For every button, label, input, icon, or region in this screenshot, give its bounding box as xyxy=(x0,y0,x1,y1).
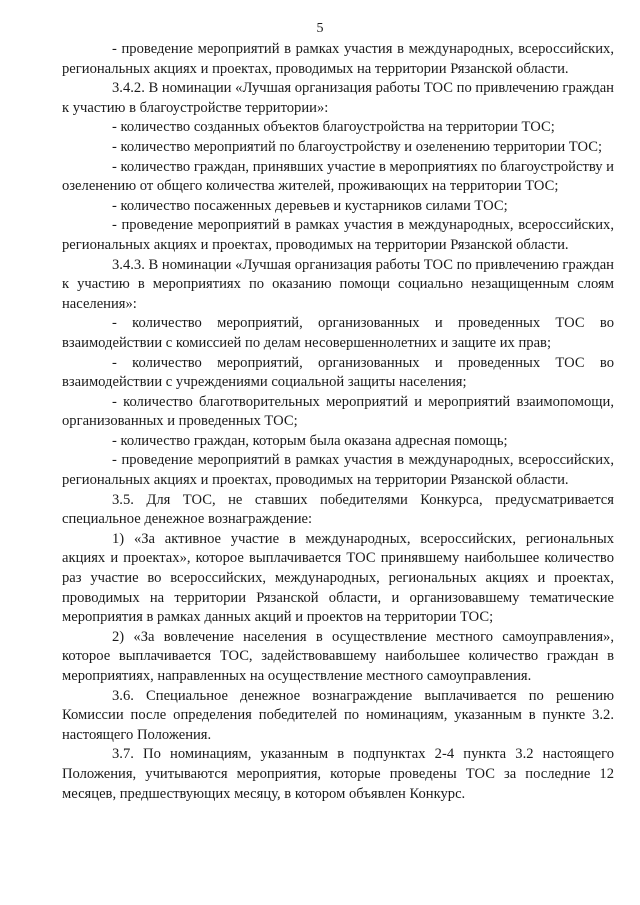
criterion-landscaping-events: - количество мероприятий по благоустройству и озеленению территории ТОС; xyxy=(112,138,603,155)
criterion-planted-trees: - количество посаженных деревьев и кустарников силами ТОС; xyxy=(112,197,508,214)
clause-3-6: 3.6. Специальное денежное вознаграждение выплачивается по решению Комиссии после определения победителей по номинациям, указанным в пункте 3.2. настоящего Положения. xyxy=(62,687,614,743)
page-number: 5 xyxy=(316,21,324,36)
criterion-social-protection-events: - количество мероприятий, организованных и проведенных ТОС во взаимодействии с учреждениями социальной защиты населения; xyxy=(62,354,614,391)
criterion-improvement-objects: - количество созданных объектов благоустройства на территории ТОС; xyxy=(112,119,555,136)
clause-3-7: 3.7. По номинациям, указанным в подпунктах 2-4 пункта 3.2 настоящего Положения, учитываются мероприятия, которые проведены ТОС за последние 12 месяцев, предшествующих месяцу, в котором объявлен Конкурс. xyxy=(62,746,614,802)
heading-nomination-3-4-2: 3.4.2. В номинации «Лучшая организация работы ТОС по привлечению граждан к участию в благоустройстве территории»: xyxy=(62,80,614,116)
criterion-international-events-2: - проведение мероприятий в рамках участия в международных, всероссийских, региональных акциях и проектах, проводимых на территории Рязанской области. xyxy=(62,217,614,253)
clause-3-5-item-1: 1) «За активное участие в международных, всероссийских, региональных акциях и проектах», которое выплачивается ТОС принявшему наибольшее количество раз участие во всероссийских, международных, региональных акциях и проектах, проводимых на территории Рязанской области, и организовавшему тематические мероприятия в рамках данных акций и проектов на территории ТОС; xyxy=(62,530,614,626)
paragraph-international-events-1: - проведение мероприятий в рамках участия в международных, всероссийских, региональных акциях и проектах, проводимых на территории Рязанской области. xyxy=(62,41,614,77)
criterion-juvenile-commission-events: - количество мероприятий, организованных и проведенных ТОС во взаимодействии с комиссией по делам несовершеннолетних и защите их прав; xyxy=(62,315,614,351)
heading-nomination-3-4-3: 3.4.3. В номинации «Лучшая организация работы ТОС по привлечению граждан к участию в мероприятиях по оказанию помощи социально незащищенным слоям населения»: xyxy=(62,256,614,312)
criterion-charity-events: - количество благотворительных мероприятий и мероприятий взаимопомощи, организованных и проведенных ТОС; xyxy=(62,393,614,430)
clause-3-5: 3.5. Для ТОС, не ставших победителями Конкурса, предусматривается специальное денежное вознаграждение: xyxy=(62,491,614,528)
criterion-participating-citizens: - количество граждан, принявших участие в мероприятиях по благоустройству и озеленению от общего количества жителей, проживающих на территории ТОС; xyxy=(62,158,614,195)
document-body xyxy=(62,40,614,804)
clause-3-5-item-2: 2) «За вовлечение населения в осуществление местного самоуправления», которое выплачивается ТОС, задействовавшему наибольшее количество граждан в мероприятиях, направленных на осуществление местного самоуправления. xyxy=(62,628,614,684)
criterion-international-events-3: - проведение мероприятий в рамках участия в международных, всероссийских, региональных акциях и проектах, проводимых на территории Рязанской области. xyxy=(62,452,614,489)
criterion-targeted-assistance: - количество граждан, которым была оказана адресная помощь; xyxy=(112,432,508,449)
